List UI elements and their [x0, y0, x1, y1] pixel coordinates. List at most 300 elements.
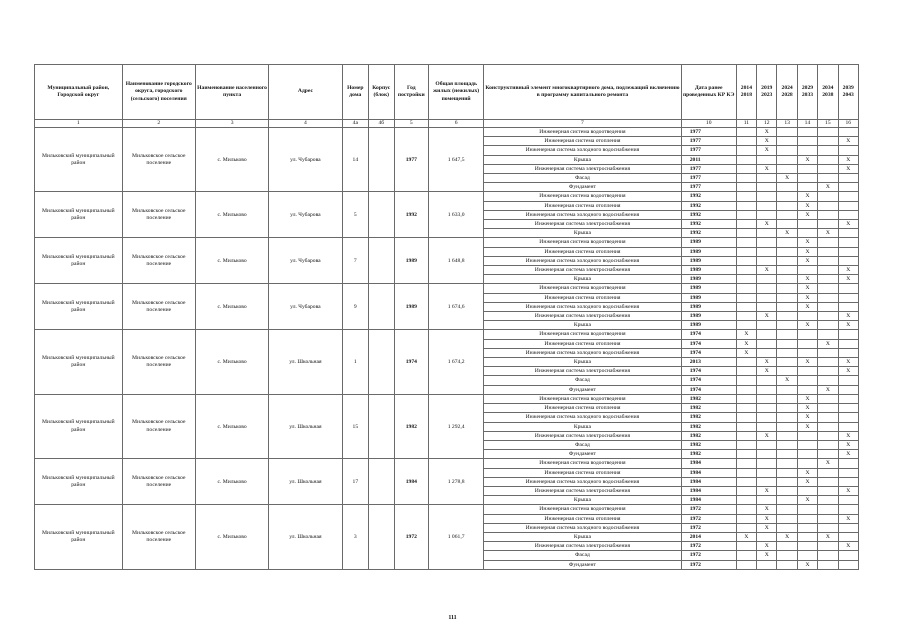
period-mark-cell [736, 477, 756, 486]
previous-repair-year-cell: 1974 [681, 367, 736, 376]
period-mark-cell [777, 404, 797, 413]
period-mark-cell [838, 247, 858, 256]
period-mark-cell [838, 385, 858, 394]
area-cell: 1 061,7 [429, 505, 484, 569]
period-mark-cell [838, 404, 858, 413]
street-cell: ул. Чубарова [269, 238, 342, 284]
period-mark-cell [736, 275, 756, 284]
previous-repair-year-cell: 1989 [681, 321, 736, 330]
period-mark-cell [757, 413, 777, 422]
period-mark-cell: Х [797, 560, 817, 569]
period-mark-cell [777, 266, 797, 275]
locality-cell: с. Мильково [195, 330, 268, 394]
element-name-cell: Фасад [484, 174, 682, 183]
column-number: 5 [394, 120, 429, 128]
column-number: 13 [777, 120, 797, 128]
street-cell: ул. Школьная [269, 459, 342, 505]
period-mark-cell [736, 523, 756, 532]
element-name-cell: Инженерная система холодного водоснабжения [484, 146, 682, 155]
period-mark-cell [736, 404, 756, 413]
previous-repair-year-cell: 1982 [681, 394, 736, 403]
street-cell: ул. Чубарова [269, 192, 342, 238]
period-mark-cell [757, 560, 777, 569]
previous-repair-year-cell: 1972 [681, 514, 736, 523]
locality-cell: с. Мильково [195, 192, 268, 238]
period-mark-cell [818, 256, 838, 265]
period-mark-cell [838, 256, 858, 265]
period-mark-cell [818, 247, 838, 256]
period-mark-cell [838, 229, 858, 238]
period-mark-cell [757, 210, 777, 219]
period-mark-cell [736, 514, 756, 523]
period-mark-cell [818, 358, 838, 367]
period-mark-cell [777, 367, 797, 376]
period-mark-cell [736, 431, 756, 440]
period-mark-cell: Х [777, 229, 797, 238]
block-cell [369, 128, 394, 192]
period-mark-cell [736, 312, 756, 321]
previous-repair-year-cell: 1989 [681, 312, 736, 321]
period-mark-cell [736, 164, 756, 173]
period-mark-cell [777, 468, 797, 477]
period-mark-cell [797, 339, 817, 348]
period-mark-cell: Х [797, 155, 817, 164]
element-name-cell: Инженерная система водоотведения [484, 284, 682, 293]
period-mark-cell [818, 505, 838, 514]
house-number-cell: 9 [342, 284, 368, 330]
period-mark-cell [736, 394, 756, 403]
previous-repair-year-cell: 1992 [681, 229, 736, 238]
period-mark-cell [757, 496, 777, 505]
block-cell [369, 330, 394, 394]
period-mark-cell [818, 367, 838, 376]
settlement-cell: Мильковское сельское поселение [122, 330, 195, 394]
header-row [35, 65, 859, 120]
previous-repair-year-cell: 2011 [681, 155, 736, 164]
column-number: 7 [484, 120, 682, 128]
element-name-cell: Инженерная система холодного водоснабжения [484, 302, 682, 311]
period-mark-cell [757, 201, 777, 210]
period-mark-cell [797, 348, 817, 357]
locality-cell: с. Мильково [195, 238, 268, 284]
period-mark-cell [757, 155, 777, 164]
period-mark-cell: Х [797, 247, 817, 256]
element-name-cell: Инженерная система электроснабжения [484, 542, 682, 551]
period-mark-cell [797, 431, 817, 440]
header-period: 2019 2023 [757, 65, 777, 120]
period-mark-cell [757, 450, 777, 459]
period-mark-cell [777, 551, 797, 560]
period-mark-cell [818, 201, 838, 210]
period-mark-cell: Х [757, 367, 777, 376]
period-mark-cell [797, 137, 817, 146]
period-mark-cell [777, 302, 797, 311]
period-mark-cell: Х [757, 266, 777, 275]
period-mark-cell [777, 358, 797, 367]
built-year-cell: 1972 [394, 505, 429, 569]
period-mark-cell [736, 450, 756, 459]
period-mark-cell [818, 330, 838, 339]
element-name-cell: Инженерная система холодного водоснабжения [484, 256, 682, 265]
period-mark-cell [757, 404, 777, 413]
period-mark-cell [797, 376, 817, 385]
previous-repair-year-cell: 1982 [681, 413, 736, 422]
column-number: 12 [757, 120, 777, 128]
settlement-cell: Мильковское сельское поселение [122, 128, 195, 192]
period-mark-cell: Х [797, 201, 817, 210]
period-mark-cell [797, 459, 817, 468]
period-mark-cell [777, 560, 797, 569]
period-mark-cell [818, 164, 838, 173]
settlement-cell: Мильковское сельское поселение [122, 394, 195, 458]
element-name-cell: Инженерная система холодного водоснабжения [484, 210, 682, 219]
period-mark-cell [818, 293, 838, 302]
period-mark-cell [757, 183, 777, 192]
period-mark-cell: Х [777, 532, 797, 541]
period-mark-cell [736, 551, 756, 560]
header-built-year: Год постройки [394, 65, 429, 120]
period-mark-cell [818, 348, 838, 357]
table-row [35, 192, 859, 201]
period-mark-cell [777, 348, 797, 357]
period-mark-cell [838, 496, 858, 505]
period-mark-cell [797, 385, 817, 394]
period-mark-cell: Х [797, 275, 817, 284]
column-number: 2 [122, 120, 195, 128]
house-number-cell: 5 [342, 192, 368, 238]
previous-repair-year-cell: 1989 [681, 302, 736, 311]
period-mark-cell [818, 450, 838, 459]
period-mark-cell [818, 312, 838, 321]
period-mark-cell [736, 302, 756, 311]
element-name-cell: Крыша [484, 358, 682, 367]
period-mark-cell [736, 174, 756, 183]
period-mark-cell [838, 293, 858, 302]
element-name-cell: Инженерная система водоотведения [484, 128, 682, 137]
municipality-cell: Мильковский муниципальный район [35, 459, 123, 505]
period-mark-cell [797, 542, 817, 551]
period-mark-cell [838, 523, 858, 532]
period-mark-cell [818, 486, 838, 495]
element-name-cell: Инженерная система холодного водоснабжения [484, 413, 682, 422]
element-name-cell: Инженерная система отопления [484, 514, 682, 523]
period-mark-cell [838, 532, 858, 541]
previous-repair-year-cell: 1974 [681, 330, 736, 339]
period-mark-cell [838, 128, 858, 137]
period-mark-cell [757, 192, 777, 201]
area-cell: 1 278,8 [429, 459, 484, 505]
previous-repair-year-cell: 1977 [681, 146, 736, 155]
municipality-cell: Мильковский муниципальный район [35, 330, 123, 394]
period-mark-cell [838, 201, 858, 210]
period-mark-cell [736, 542, 756, 551]
period-mark-cell: Х [797, 358, 817, 367]
column-number: 1 [35, 120, 123, 128]
element-name-cell: Крыша [484, 275, 682, 284]
period-mark-cell [777, 183, 797, 192]
period-mark-cell [777, 394, 797, 403]
period-mark-cell: Х [838, 542, 858, 551]
previous-repair-year-cell: 1992 [681, 210, 736, 219]
element-name-cell: Фундамент [484, 450, 682, 459]
period-mark-cell [757, 321, 777, 330]
element-name-cell: Инженерная система электроснабжения [484, 266, 682, 275]
built-year-cell: 1984 [394, 459, 429, 505]
period-mark-cell [818, 523, 838, 532]
period-mark-cell [838, 339, 858, 348]
period-mark-cell [757, 275, 777, 284]
period-mark-cell: Х [838, 312, 858, 321]
period-mark-cell [757, 229, 777, 238]
period-mark-cell: Х [757, 164, 777, 173]
column-number: 11 [736, 120, 756, 128]
period-mark-cell [838, 394, 858, 403]
period-mark-cell [736, 496, 756, 505]
period-mark-cell [797, 367, 817, 376]
locality-cell: с. Мильково [195, 505, 268, 569]
header-period: 2014 2018 [736, 65, 756, 120]
header-area: Общая площадь жилых (нежилых) помещений [429, 65, 484, 120]
table-row [35, 238, 859, 247]
header-period: 2034 2038 [818, 65, 838, 120]
period-mark-cell [818, 440, 838, 449]
period-mark-cell: Х [736, 330, 756, 339]
period-mark-cell [777, 210, 797, 219]
period-mark-cell [736, 440, 756, 449]
period-mark-cell: Х [757, 486, 777, 495]
settlement-cell: Мильковское сельское поселение [122, 284, 195, 330]
element-name-cell: Инженерная система водоотведения [484, 192, 682, 201]
period-mark-cell [736, 137, 756, 146]
period-mark-cell: Х [797, 210, 817, 219]
period-mark-cell: Х [757, 220, 777, 229]
table-row [35, 505, 859, 514]
period-mark-cell [757, 238, 777, 247]
previous-repair-year-cell: 1982 [681, 431, 736, 440]
period-mark-cell: Х [757, 358, 777, 367]
column-number: 4а [342, 120, 368, 128]
period-mark-cell: Х [818, 532, 838, 541]
period-mark-cell [736, 247, 756, 256]
period-mark-cell [838, 422, 858, 431]
element-name-cell: Крыша [484, 422, 682, 431]
page-number: 111 [448, 615, 457, 621]
period-mark-cell [777, 339, 797, 348]
period-mark-cell: Х [797, 321, 817, 330]
period-mark-cell [838, 302, 858, 311]
street-cell: ул. Школьная [269, 505, 342, 569]
period-mark-cell [838, 413, 858, 422]
previous-repair-year-cell: 1972 [681, 560, 736, 569]
period-mark-cell [736, 413, 756, 422]
element-name-cell: Фундамент [484, 560, 682, 569]
period-mark-cell [736, 201, 756, 210]
period-mark-cell [777, 275, 797, 284]
period-mark-cell [736, 183, 756, 192]
period-mark-cell: Х [797, 394, 817, 403]
element-name-cell: Фасад [484, 376, 682, 385]
period-mark-cell [838, 210, 858, 219]
element-name-cell: Инженерная система электроснабжения [484, 312, 682, 321]
period-mark-cell [777, 155, 797, 164]
previous-repair-year-cell: 1972 [681, 551, 736, 560]
house-number-cell: 3 [342, 505, 368, 569]
element-name-cell: Инженерная система холодного водоснабжения [484, 348, 682, 357]
header-municipality: Муниципальный район, Городской округ [35, 65, 123, 120]
period-mark-cell [757, 376, 777, 385]
period-mark-cell [818, 542, 838, 551]
period-mark-cell [736, 422, 756, 431]
period-mark-cell: Х [757, 523, 777, 532]
element-name-cell: Инженерная система электроснабжения [484, 431, 682, 440]
period-mark-cell: Х [797, 284, 817, 293]
previous-repair-year-cell: 1974 [681, 348, 736, 357]
period-mark-cell [797, 164, 817, 173]
period-mark-cell [838, 459, 858, 468]
previous-repair-year-cell: 1992 [681, 201, 736, 210]
element-name-cell: Инженерная система отопления [484, 339, 682, 348]
period-mark-cell: Х [838, 266, 858, 275]
period-mark-cell [838, 284, 858, 293]
period-mark-cell [777, 542, 797, 551]
column-number: 6 [429, 120, 484, 128]
settlement-cell: Мильковское сельское поселение [122, 505, 195, 569]
period-mark-cell [777, 486, 797, 495]
period-mark-cell [818, 266, 838, 275]
previous-repair-year-cell: 1977 [681, 137, 736, 146]
period-mark-cell [757, 385, 777, 394]
period-mark-cell: Х [736, 348, 756, 357]
table-row [35, 394, 859, 403]
period-mark-cell [736, 376, 756, 385]
period-mark-cell [818, 137, 838, 146]
block-cell [369, 459, 394, 505]
element-name-cell: Инженерная система электроснабжения [484, 367, 682, 376]
element-name-cell: Инженерная система холодного водоснабжения [484, 477, 682, 486]
block-cell [369, 505, 394, 569]
period-mark-cell [757, 330, 777, 339]
period-mark-cell: Х [838, 164, 858, 173]
block-cell [369, 238, 394, 284]
period-mark-cell [777, 523, 797, 532]
previous-repair-year-cell: 1974 [681, 339, 736, 348]
element-name-cell: Инженерная система водоотведения [484, 330, 682, 339]
previous-repair-year-cell: 1989 [681, 256, 736, 265]
period-mark-cell [736, 146, 756, 155]
period-mark-cell [818, 284, 838, 293]
element-name-cell: Инженерная система отопления [484, 201, 682, 210]
period-mark-cell [777, 164, 797, 173]
previous-repair-year-cell: 1972 [681, 542, 736, 551]
period-mark-cell [777, 496, 797, 505]
element-name-cell: Крыша [484, 496, 682, 505]
period-mark-cell [777, 201, 797, 210]
element-name-cell: Инженерная система водоотведения [484, 394, 682, 403]
period-mark-cell: Х [838, 155, 858, 164]
period-mark-cell [777, 220, 797, 229]
period-mark-cell: Х [757, 505, 777, 514]
period-mark-cell [838, 505, 858, 514]
period-mark-cell [736, 321, 756, 330]
house-number-cell: 14 [342, 128, 368, 192]
period-mark-cell [818, 192, 838, 201]
period-mark-cell: Х [797, 422, 817, 431]
municipality-cell: Мильковский муниципальный район [35, 284, 123, 330]
previous-repair-year-cell: 1977 [681, 128, 736, 137]
previous-repair-year-cell: 1977 [681, 164, 736, 173]
period-mark-cell: Х [757, 312, 777, 321]
period-mark-cell [797, 128, 817, 137]
element-name-cell: Инженерная система электроснабжения [484, 486, 682, 495]
period-mark-cell [736, 560, 756, 569]
period-mark-cell [777, 192, 797, 201]
period-mark-cell [818, 394, 838, 403]
built-year-cell: 1982 [394, 394, 429, 458]
period-mark-cell [797, 330, 817, 339]
period-mark-cell [777, 312, 797, 321]
element-name-cell: Фасад [484, 551, 682, 560]
previous-repair-year-cell: 1992 [681, 220, 736, 229]
block-cell [369, 394, 394, 458]
period-mark-cell [818, 431, 838, 440]
period-mark-cell [838, 468, 858, 477]
table-row [35, 284, 859, 293]
period-mark-cell [757, 293, 777, 302]
period-mark-cell [777, 477, 797, 486]
period-mark-cell [736, 128, 756, 137]
period-mark-cell: Х [777, 376, 797, 385]
period-mark-cell [777, 440, 797, 449]
period-mark-cell [777, 385, 797, 394]
period-mark-cell [797, 146, 817, 155]
element-name-cell: Инженерная система холодного водоснабжения [484, 523, 682, 532]
period-mark-cell [736, 459, 756, 468]
period-mark-cell [838, 348, 858, 357]
period-mark-cell [797, 523, 817, 532]
period-mark-cell: Х [818, 229, 838, 238]
element-name-cell: Инженерная система отопления [484, 247, 682, 256]
period-mark-cell [818, 302, 838, 311]
locality-cell: с. Мильково [195, 459, 268, 505]
period-mark-cell: Х [797, 256, 817, 265]
element-name-cell: Инженерная система отопления [484, 468, 682, 477]
period-mark-cell: Х [797, 477, 817, 486]
period-mark-cell [838, 174, 858, 183]
period-mark-cell [777, 505, 797, 514]
header-period: 2039 2043 [838, 65, 858, 120]
period-mark-cell: Х [736, 339, 756, 348]
period-mark-cell [797, 174, 817, 183]
previous-repair-year-cell: 1989 [681, 284, 736, 293]
period-mark-cell [818, 128, 838, 137]
previous-repair-year-cell: 1989 [681, 238, 736, 247]
previous-repair-year-cell: 1984 [681, 486, 736, 495]
period-mark-cell [777, 238, 797, 247]
period-mark-cell [818, 422, 838, 431]
period-mark-cell [838, 376, 858, 385]
period-mark-cell [818, 174, 838, 183]
period-mark-cell [736, 266, 756, 275]
header-period: 2024 2028 [777, 65, 797, 120]
period-mark-cell: Х [838, 275, 858, 284]
table-row [35, 330, 859, 339]
period-mark-cell [736, 229, 756, 238]
header-period: 2029 2033 [797, 65, 817, 120]
previous-repair-year-cell: 1989 [681, 247, 736, 256]
area-cell: 1 292,4 [429, 394, 484, 458]
element-name-cell: Инженерная система водоотведения [484, 238, 682, 247]
previous-repair-year-cell: 1989 [681, 275, 736, 284]
